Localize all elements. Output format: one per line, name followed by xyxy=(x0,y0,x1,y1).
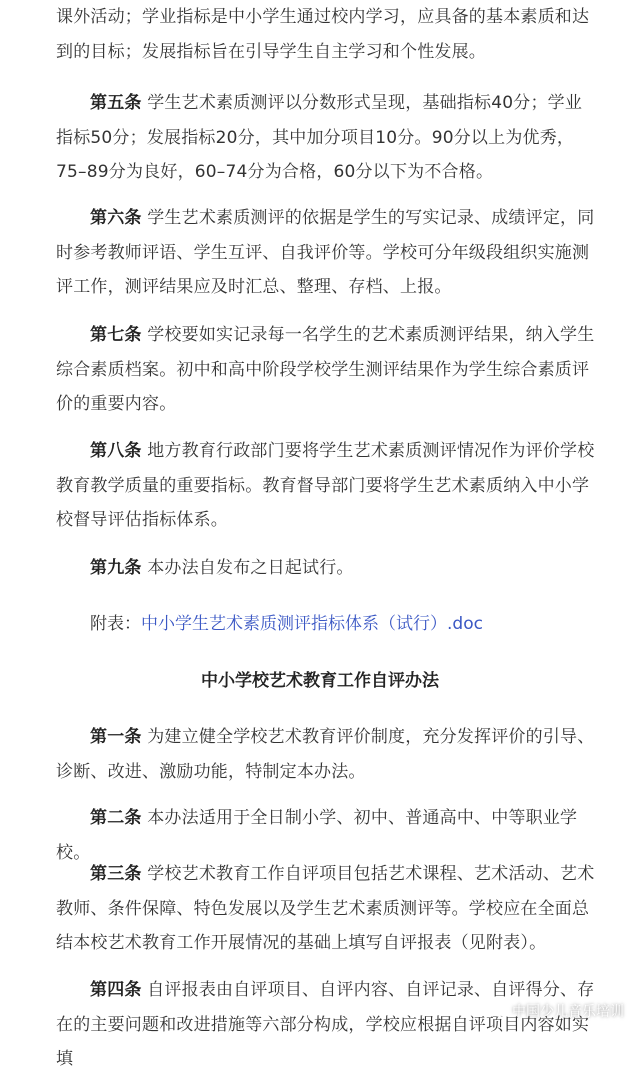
paragraph-intro xyxy=(56,0,596,69)
paragraph-article-9 xyxy=(56,551,596,586)
paragraph-article-7 xyxy=(56,318,596,422)
article-text: 自评报表由自评项目、自评内容、自评记录、自评得分、存在的主要问题和改进措施等六部分构成，学校应根据自评项目内容如实填 xyxy=(56,980,595,1069)
watermark xyxy=(488,1001,624,1021)
article-text: 本办法自发布之日起试行。 xyxy=(147,558,354,578)
article-label: 第九条 xyxy=(90,558,142,578)
article-text: 学校艺术教育工作自评项目包括艺术课程、艺术活动、艺术教师、条件保障、特色发展以及学生艺术素质测评等。学校应在全面总结本校艺术教育工作开展情况的基础上填写自评报表（见附表）。 xyxy=(56,864,595,953)
article-label: 第四条 xyxy=(90,980,142,1000)
article-label: 第一条 xyxy=(90,727,142,747)
wechat-icon xyxy=(488,1002,506,1020)
section-title: 中小学校艺术教育工作自评办法 xyxy=(201,671,439,691)
paragraph-article-4 xyxy=(56,973,596,1077)
watermark-text: 中国少儿音乐培训 xyxy=(512,1004,624,1020)
article-text: 地方教育行政部门要将学生艺术素质测评情况作为评价学校教育教学质量的重要指标。教育督导部门要将学生艺术素质纳入中小学校督导评估指标体系。 xyxy=(56,441,595,530)
article-label: 第七条 xyxy=(90,325,142,345)
article-label: 第二条 xyxy=(90,808,142,828)
paragraph-article-3 xyxy=(56,857,596,961)
article-text: 学生艺术素质测评的依据是学生的写实记录、成绩评定，同时参考教师评语、学生互评、自我评价等。学校可分年级段组织实施测评工作，测评结果应及时汇总、整理、存档、上报。 xyxy=(56,208,595,297)
article-text: 为建立健全学校艺术教育评价制度，充分发挥评价的引导、诊断、改进、激励功能，特制定本办法。 xyxy=(56,727,595,782)
article-label: 第三条 xyxy=(90,864,142,884)
article-text: 本办法适用于全日制小学、初中、普通高中、中等职业学校。 xyxy=(56,808,578,863)
article-text: 学校要如实记录每一名学生的艺术素质测评结果，纳入学生综合素质档案。初中和高中阶段学校学生测评结果作为学生综合素质评价的重要内容。 xyxy=(56,325,595,414)
article-label: 第八条 xyxy=(90,441,142,461)
article-label: 第六条 xyxy=(90,208,142,228)
paragraph-article-8 xyxy=(56,434,596,538)
attachment-prefix: 附表： xyxy=(90,614,141,634)
paragraph-article-5 xyxy=(56,86,596,190)
paragraph-article-1 xyxy=(56,720,596,789)
attachment-line xyxy=(90,607,483,641)
article-text: 学生艺术素质测评以分数形式呈现，基础指标40分；学业指标50分；发展指标20分，其中加分项目10分。90分以上为优秀，75–89分为良好，60–74分为合格，60分以下为不合格。 xyxy=(56,93,583,182)
article-label: 第五条 xyxy=(90,93,142,113)
paragraph-article-6 xyxy=(56,201,596,305)
paragraph-text: 课外活动；学业指标是中小学生通过校内学习，应具备的基本素质和达到的目标；发展指标旨在引导学生自主学习和个性发展。 xyxy=(56,7,590,62)
attachment-link[interactable]: 中小学生艺术素质测评指标体系（试行）.doc xyxy=(141,614,483,634)
